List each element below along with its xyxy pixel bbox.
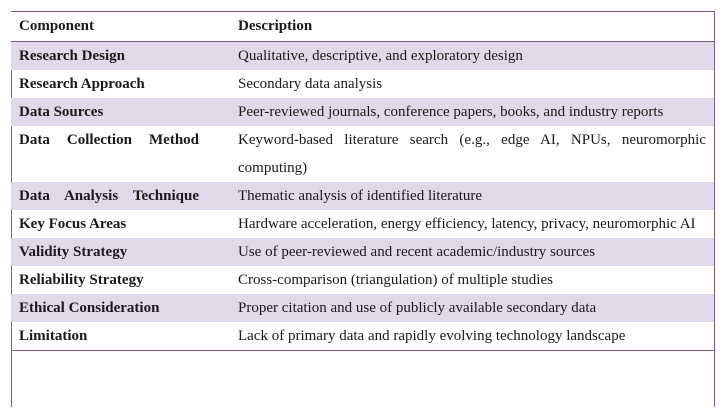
row-component: Data Sources bbox=[11, 98, 207, 126]
table-row bbox=[11, 238, 714, 266]
row-component: Research Design bbox=[11, 42, 207, 71]
row-component: Ethical Consideration bbox=[11, 294, 207, 322]
table-right-border bbox=[714, 11, 715, 407]
row-description: Use of peer-reviewed and recent academic/industry sources bbox=[207, 238, 714, 266]
methodology-table bbox=[11, 11, 714, 351]
row-component: Research Approach bbox=[19, 76, 145, 92]
table-row bbox=[11, 322, 714, 351]
table-row bbox=[11, 126, 714, 182]
table-row bbox=[11, 210, 714, 238]
table-row bbox=[11, 182, 714, 210]
row-component: Data Analysis Technique bbox=[11, 182, 207, 210]
row-description: Hardware acceleration, energy efficiency, latency, privacy, neuromorphic AI bbox=[238, 216, 696, 232]
table-row bbox=[11, 70, 714, 98]
table-row bbox=[11, 294, 714, 322]
table-header-row bbox=[11, 12, 714, 42]
row-description: Secondary data analysis bbox=[238, 76, 383, 92]
row-component: Validity Strategy bbox=[11, 238, 207, 266]
row-component: Data Collection Method bbox=[19, 132, 199, 148]
row-description: Cross-comparison (triangulation) of multiple studies bbox=[238, 272, 553, 288]
table-row bbox=[11, 266, 714, 294]
row-description: Thematic analysis of identified literature bbox=[207, 182, 714, 210]
row-description: Qualitative, descriptive, and exploratory design bbox=[207, 42, 714, 71]
header-component: Component bbox=[11, 12, 207, 42]
table-row bbox=[11, 42, 714, 71]
row-description: Peer-reviewed journals, conference papers, books, and industry reports bbox=[207, 98, 714, 126]
table-row bbox=[11, 98, 714, 126]
row-component: Key Focus Areas bbox=[19, 216, 127, 232]
row-description: Proper citation and use of publicly available secondary data bbox=[207, 294, 714, 322]
row-component: Limitation bbox=[11, 322, 207, 351]
header-description: Description bbox=[207, 12, 714, 42]
row-description: Keyword-based literature search (e.g., edge AI, NPUs, neuromorphic computing) bbox=[238, 132, 706, 176]
row-description: Lack of primary data and rapidly evolving technology landscape bbox=[207, 322, 714, 351]
row-component: Reliability Strategy bbox=[19, 272, 144, 288]
